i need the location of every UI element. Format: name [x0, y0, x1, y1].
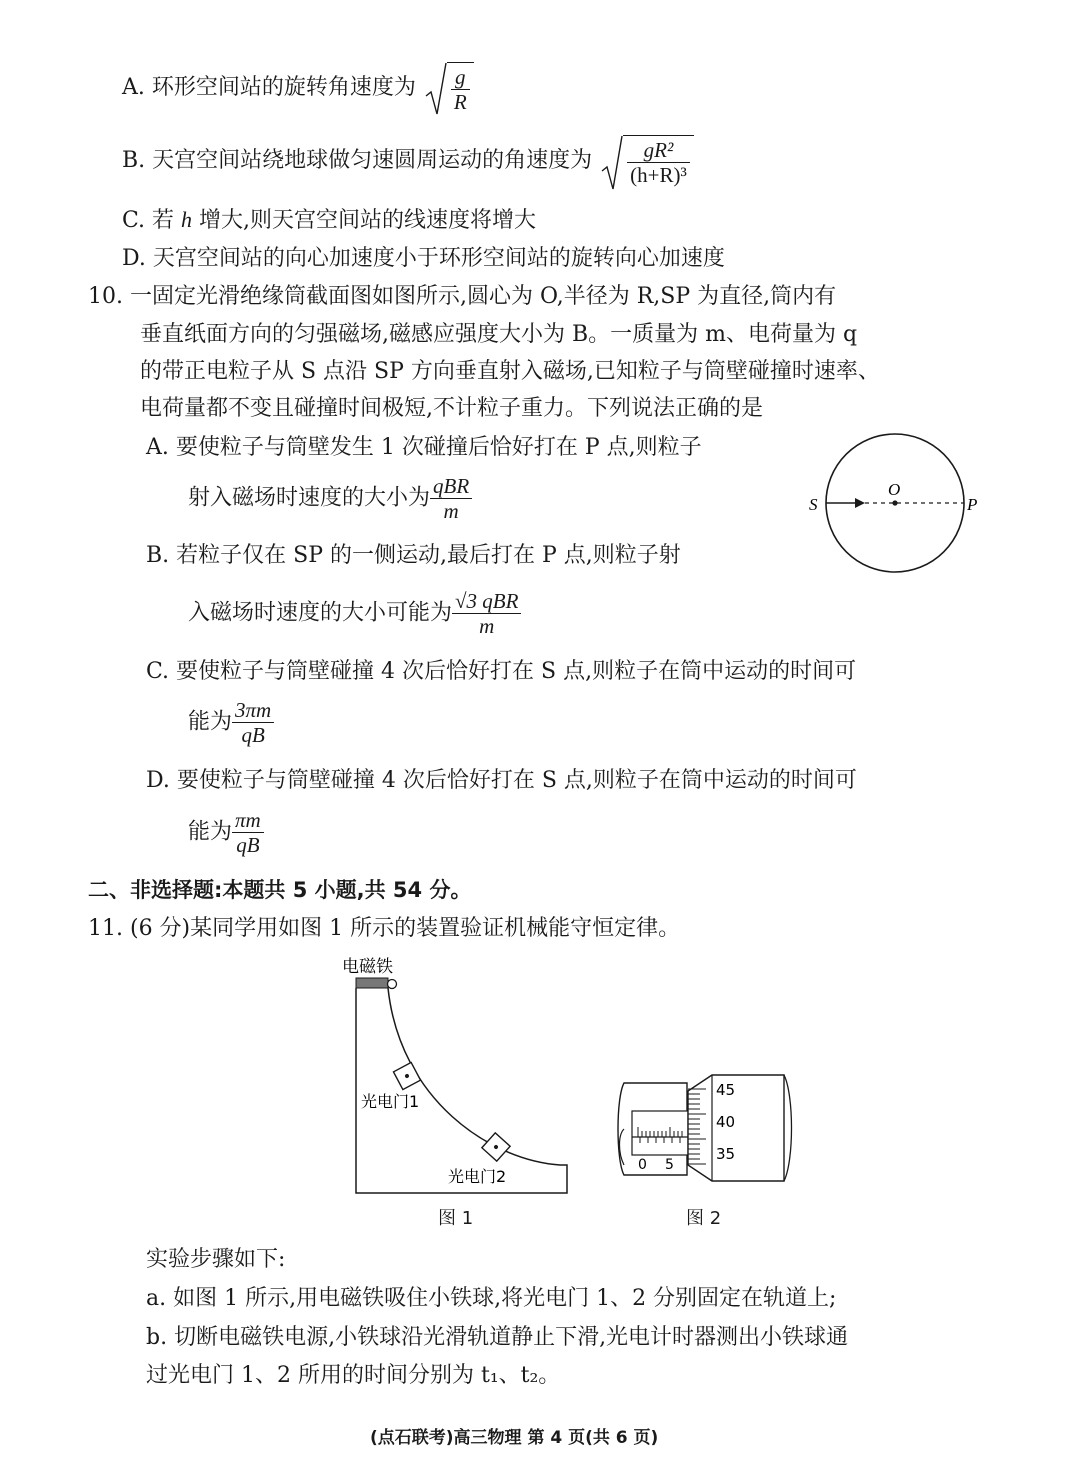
step-a: a. 如图 1 所示,用电磁铁吸住小铁球,将光电门 1、2 分别固定在轨道上;	[146, 1286, 837, 1311]
sleeve	[632, 1111, 688, 1155]
q11-stem: 11. (6 分)某同学用如图 1 所示的装置验证机械能守恒定律。	[88, 916, 681, 941]
iron-ball	[388, 980, 397, 989]
q10-option-b-line1: B. 若粒子仅在 SP 的一侧运动,最后打在 P 点,则粒子射	[146, 543, 681, 568]
thimble	[688, 1075, 784, 1181]
section-two-heading: 二、非选择题:本题共 5 小题,共 54 分。	[88, 878, 472, 902]
q9-option-b: B. 天宫空间站绕地球做匀速圆周运动的角速度为 $\frac{\text{gR²}}{\text{(h+R)³}}$	[122, 135, 694, 187]
q10-option-a-line2: 射入磁场时速度的大小为 $\frac{\text{qBR}}{m}$	[188, 474, 472, 523]
photogate-1	[393, 1062, 420, 1089]
q9-option-a: A. 环形空间站的旋转角速度为 $\frac{g}{R}$	[122, 62, 474, 114]
sleeve-label-0: 0	[638, 1157, 647, 1173]
q10-option-d-line2: 能为 $\frac{\pi m}{qB}$	[188, 808, 264, 857]
q9-a-denominator: R	[453, 90, 467, 114]
q10-stem-line3: 的带正电粒子从 S 点沿 SP 方向垂直射入磁场,已知粒子与筒壁碰撞时速率、	[140, 359, 880, 384]
q10-option-a-line1: A. 要使粒子与筒壁发生 1 次碰撞后恰好打在 P 点,则粒子	[146, 435, 702, 460]
label-gate1: 光电门1	[361, 1092, 420, 1111]
q9-b-numerator: gR²	[627, 138, 690, 163]
figure1-track	[340, 950, 580, 1200]
q9-option-c: C. 若 h 增大,则天宫空间站的线速度将增大	[122, 207, 537, 233]
q10-stem-line1: 10. 一固定光滑绝缘筒截面图如图所示,圆心为 O,半径为 R,SP 为直径,筒内有	[88, 284, 837, 309]
figure1-caption: 图 1	[438, 1208, 474, 1229]
thimble-label-35: 35	[716, 1145, 736, 1163]
step-b-line1: b. 切断电磁铁电源,小铁球沿光滑轨道静止下滑,光电计时器测出小铁球通	[146, 1325, 849, 1350]
electromagnet	[356, 978, 388, 988]
q10-option-c-line1: C. 要使粒子与筒壁碰撞 4 次后恰好打在 S 点,则粒子在筒中运动的时间可	[146, 659, 857, 684]
q10-stem-line4: 电荷量都不变且碰撞时间极短,不计粒子重力。下列说法正确的是	[140, 396, 763, 421]
figure2-micrometer	[612, 1065, 797, 1190]
sqrt-symbol	[601, 135, 694, 187]
arrow-head-icon	[855, 498, 865, 508]
label-p: P	[967, 495, 978, 514]
label-electromagnet: 电磁铁	[342, 957, 393, 977]
q9-b-denominator: (h+R)³	[630, 163, 687, 187]
label-gate2: 光电门2	[448, 1167, 507, 1186]
q9-a-numerator: g	[451, 65, 470, 90]
steps-title: 实验步骤如下:	[146, 1247, 286, 1272]
step-b-line2: 过光电门 1、2 所用的时间分别为 t₁、t₂。	[146, 1363, 561, 1388]
q10-circle-figure	[805, 428, 985, 578]
q10-option-c-line2: 能为 $\frac{3\pi m}{qB}$	[188, 698, 274, 747]
sleeve-label-5: 5	[665, 1157, 674, 1173]
center-point	[892, 500, 897, 505]
photogate-2	[482, 1133, 510, 1161]
track-outline	[356, 988, 567, 1193]
label-s: S	[809, 495, 818, 514]
q10-option-b-line2: 入磁场时速度的大小可能为 $\frac{\text{√3 qBR}}{m}$	[188, 589, 521, 638]
q9-option-d: D. 天宫空间站的向心加速度小于环形空间站的旋转向心加速度	[122, 246, 725, 271]
q10-stem-line2: 垂直纸面方向的匀强磁场,磁感应强度大小为 B。一质量为 m、电荷量为 q	[140, 322, 858, 347]
figure2-caption: 图 2	[686, 1208, 722, 1229]
sqrt-symbol	[425, 62, 474, 114]
q10-option-d-line1: D. 要使粒子与筒壁碰撞 4 次后恰好打在 S 点,则粒子在筒中运动的时间可	[146, 768, 857, 793]
page-footer: (点石联考)高三物理 第 4 页(共 6 页)	[370, 1428, 659, 1448]
label-o: O	[888, 480, 901, 499]
thimble-label-45: 45	[716, 1081, 736, 1099]
thimble-label-40: 40	[716, 1113, 736, 1131]
